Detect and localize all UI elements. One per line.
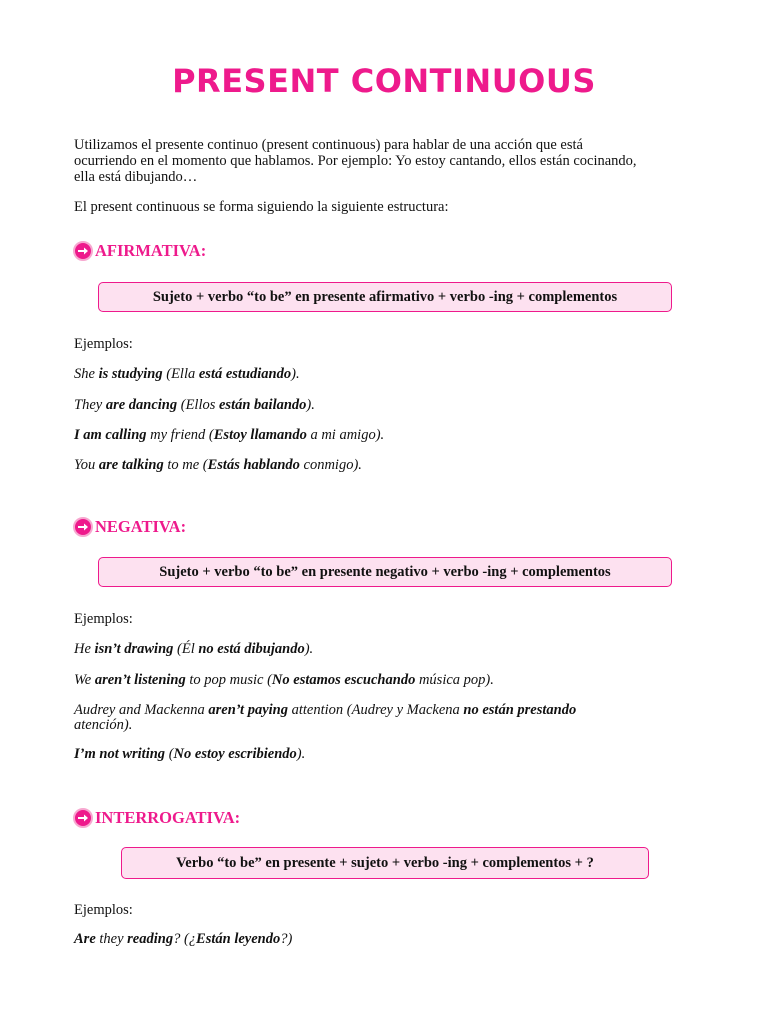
- example-sentence: We aren’t listening to pop music (No estamos escuchando música pop).: [74, 672, 494, 688]
- arrow-right-circle-icon: [73, 241, 93, 261]
- arrow-right-circle-icon: [73, 808, 93, 828]
- example-sentence: He isn’t drawing (Él no está dibujando).: [74, 641, 314, 657]
- rule-box-afirmativa: Sujeto + verbo “to be” en presente afirmativo + verbo -ing + complementos: [98, 282, 672, 312]
- examples-label: Ejemplos:: [74, 336, 133, 352]
- intro-paragraph: [74, 137, 694, 185]
- example-sentence: They are dancing (Ellos están bailando).: [74, 397, 315, 413]
- section-label: AFIRMATIVA:: [95, 241, 207, 260]
- intro-line: Utilizamos el presente continuo (present continuous) para hablar de una acción que está: [74, 137, 583, 153]
- intro-line: ella está dibujando…: [74, 169, 198, 185]
- example-sentence: I’m not writing (No estoy escribiendo).: [74, 746, 306, 762]
- examples-label: Ejemplos:: [74, 902, 133, 918]
- section-label: INTERROGATIVA:: [95, 808, 241, 827]
- arrow-right-circle-icon: [73, 517, 93, 537]
- section-afirmativa-heading: [73, 239, 206, 263]
- example-sentence: She is studying (Ella está estudiando).: [74, 366, 300, 382]
- example-sentence: You are talking to me (Estás hablando conmigo).: [74, 457, 362, 473]
- example-sentence-continued: atención).: [74, 717, 133, 733]
- example-sentence: Audrey and Mackenna aren’t paying attention (Audrey y Mackena no están prestando: [74, 702, 577, 718]
- example-sentence: Are they reading? (¿Están leyendo?): [74, 931, 293, 947]
- rule-box-negativa: Sujeto + verbo “to be” en presente negativo + verbo -ing + complementos: [98, 557, 672, 587]
- rule-box-interrogativa: Verbo “to be” en presente + sujeto + verbo -ing + complementos + ?: [121, 847, 649, 879]
- section-label: NEGATIVA:: [95, 517, 187, 536]
- structure-intro: El present continuous se forma siguiendo la siguiente estructura:: [74, 199, 449, 215]
- page-title: PRESENT CONTINUOUS: [172, 62, 596, 100]
- example-sentence: I am calling my friend (Estoy llamando a mi amigo).: [74, 427, 385, 443]
- examples-label: Ejemplos:: [74, 611, 133, 627]
- section-negativa-heading: [73, 515, 186, 539]
- section-interrogativa-heading: [73, 806, 240, 830]
- intro-line: ocurriendo en el momento que hablamos. Por ejemplo: Yo estoy cantando, ellos están cocinando,: [74, 153, 637, 169]
